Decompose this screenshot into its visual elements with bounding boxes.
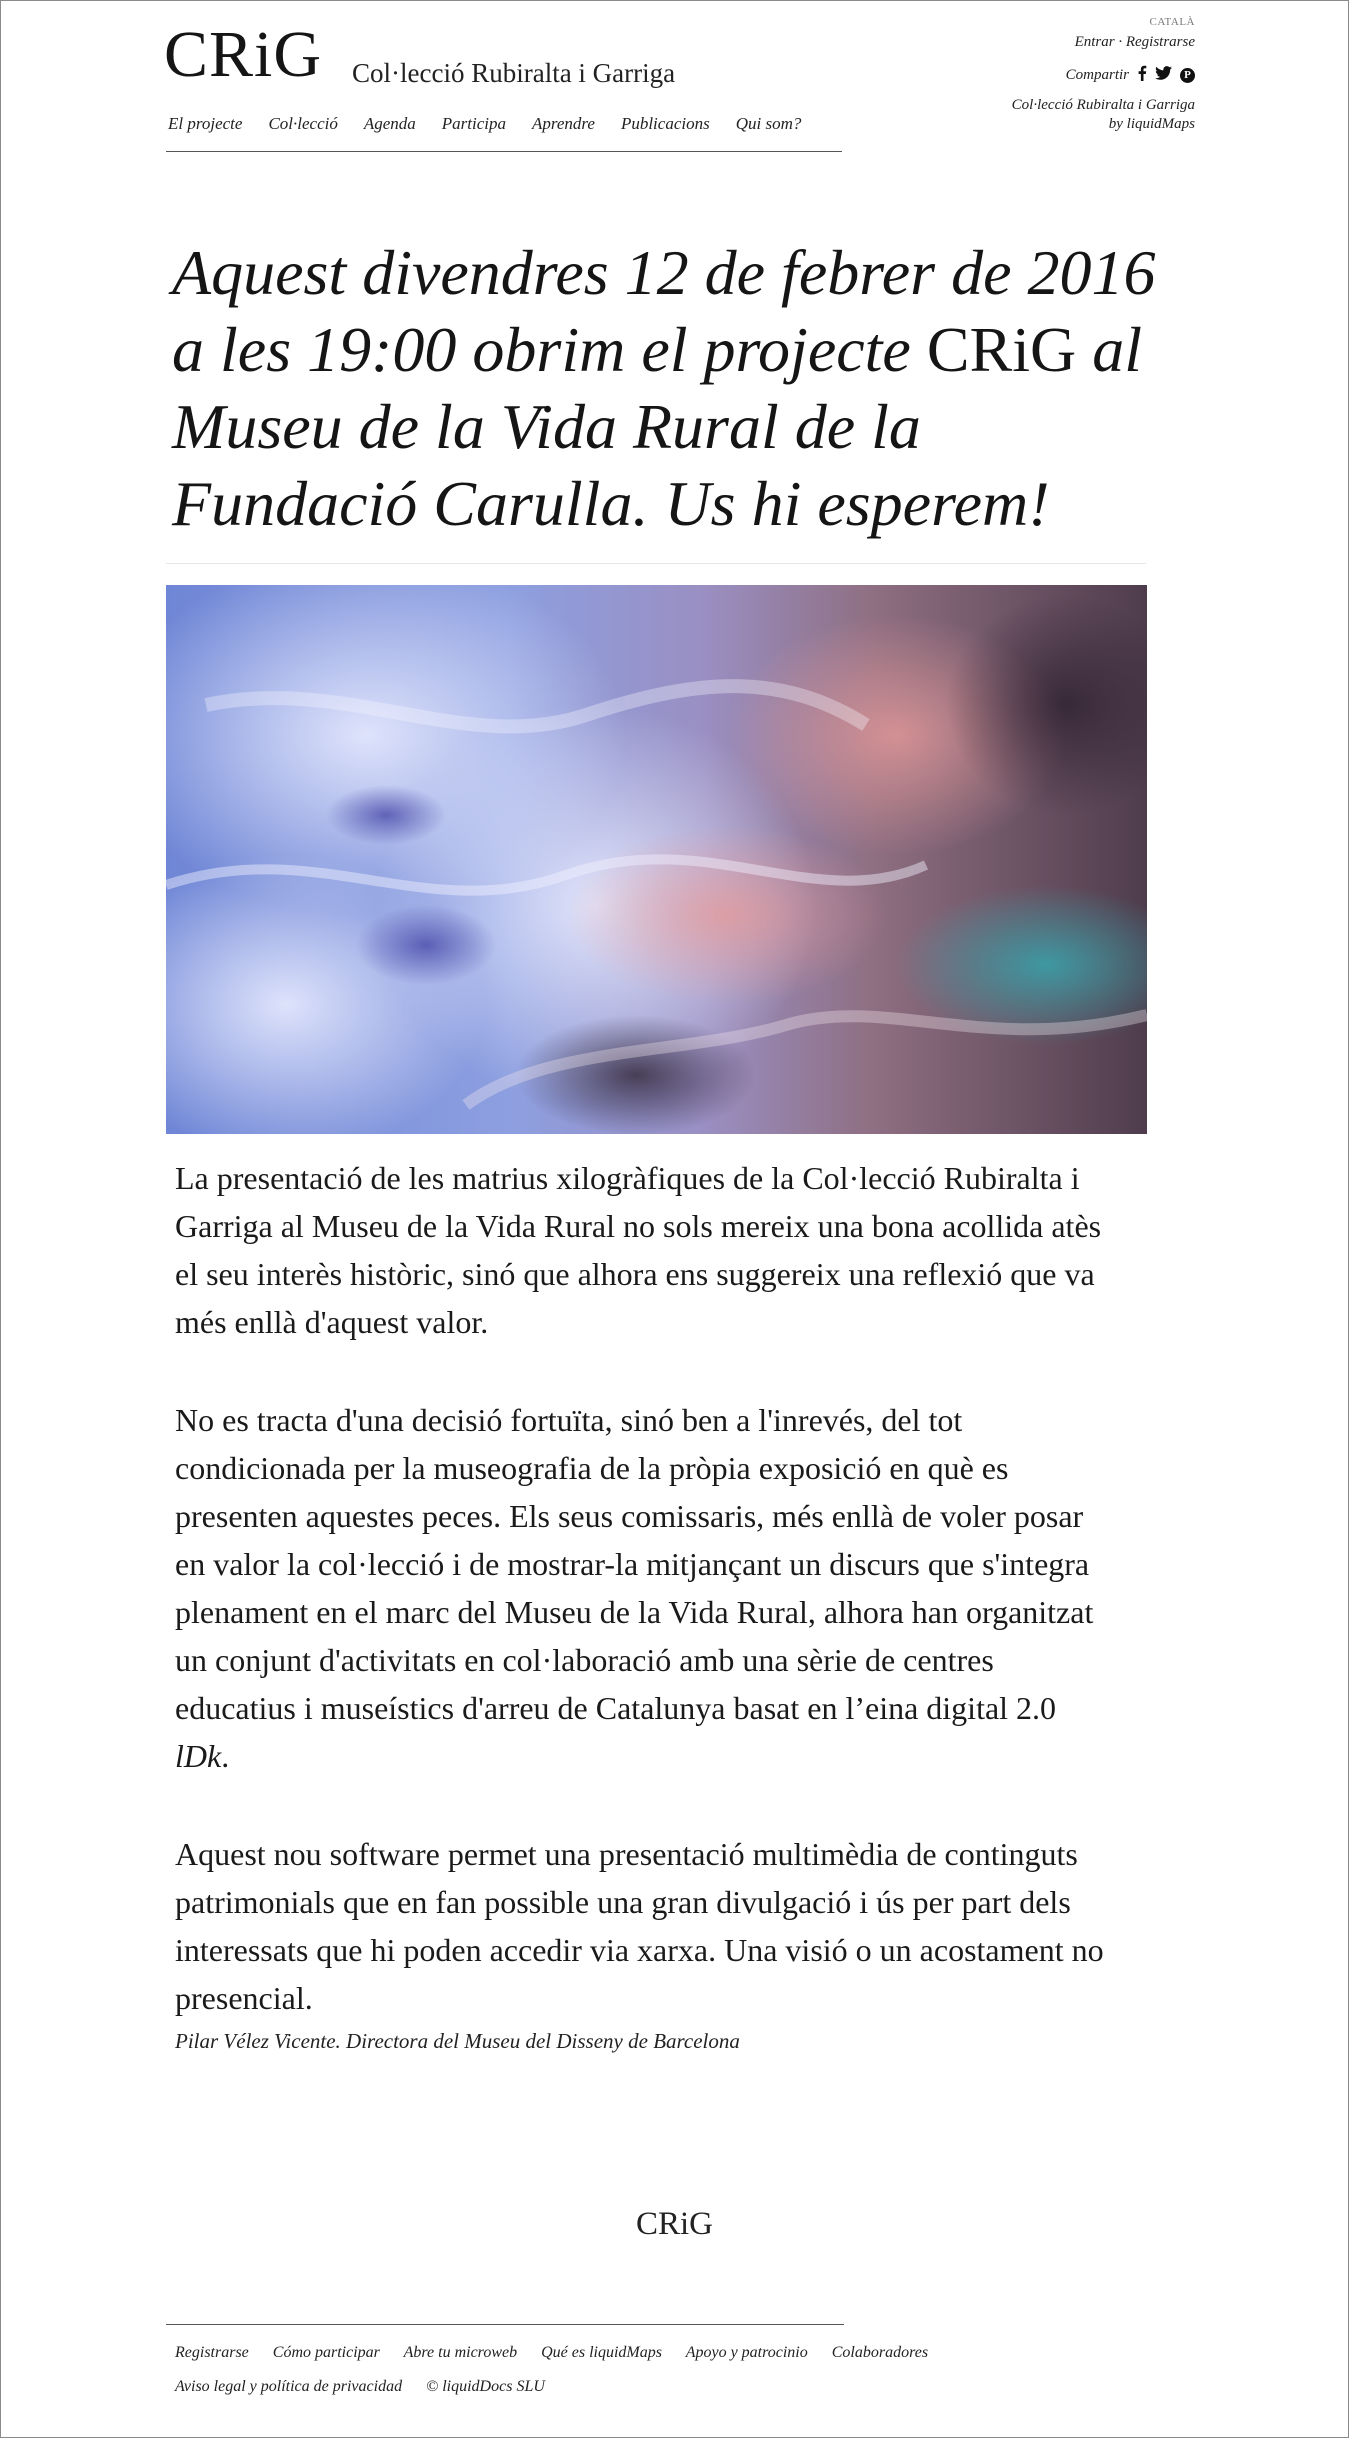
- login-separator: ·: [1118, 34, 1123, 50]
- share-bar: [1012, 65, 1195, 86]
- footer-link-colaboradores[interactable]: Colaboradores: [831, 2344, 929, 2361]
- hero-image: [166, 585, 1147, 1134]
- share-label: Compartir: [1065, 67, 1129, 83]
- footer-links: [175, 2336, 975, 2404]
- brand-line-2: by liquidMaps: [1108, 116, 1195, 132]
- footer-link-microweb[interactable]: Abre tu microweb: [403, 2344, 518, 2361]
- language-selector[interactable]: CATALÀ: [1149, 16, 1195, 28]
- article-paragraph-3: Aquest nou software permet una presentació multimèdia de continguts patrimonials que en fan possible una gran divulgació i ús per part dels interessats que hi poden accedir via xarxa. Una visió o un acostament no presencial.: [175, 1836, 1104, 2016]
- article-title-part1: Aquest divendres 12 de febrer de 2016 a les 19:00 obrim el projecte: [172, 237, 1156, 385]
- account-panel: [1012, 16, 1195, 134]
- footer-link-apoyo[interactable]: Apoyo y patrocinio: [685, 2344, 808, 2361]
- article-title-part2: al Museu de la Vida Rural de la Fundació Carulla. Us hi esperem!: [172, 314, 1142, 539]
- footer-link-registrarse[interactable]: Registrarse: [175, 2344, 249, 2361]
- article-paragraph-1: La presentació de les matrius xilogràfiques de la Col·lecció Rubiralta i Garriga al Museu de la Vida Rural no sols mereix una bona acollida atès el seu interès històric, sinó que alhora ens suggereix una reflexió que va més enllà d'aquest valor.: [175, 1160, 1102, 1340]
- brand-line-1: Col·lecció Rubiralta i Garriga: [1011, 97, 1195, 113]
- ldk-term: lDk: [175, 1738, 222, 1774]
- footer-logo[interactable]: CRiG: [635, 2206, 714, 2242]
- nav-item-aprendre[interactable]: Aprendre: [532, 114, 595, 133]
- article-body: [175, 1154, 1115, 2072]
- login-links: [1012, 34, 1195, 51]
- article-paragraph-2-text: No es tracta d'una decisió fortuïta, sinó ben a l'inrevés, del tot condicionada per la museografia de la pròpia exposició en què es presenten aquestes peces. Els seus comissaris, més enllà de voler posar en valor la col·lecció i de mostrar-la mitjançant un discurs que s'integra plenament en el marc del Museu de la Vida Rural, alhora han organitzat un conjunt d'activitats en col·laboració amb una sèrie de centres educatius i museístics d'arreu de Catalunya basat en l’eina digital 2.0: [175, 1402, 1094, 1726]
- login-link[interactable]: Entrar: [1074, 34, 1115, 50]
- nav-item-projecte[interactable]: El projecte: [168, 114, 243, 133]
- article-title: [172, 234, 1162, 542]
- nav-divider: [166, 151, 842, 152]
- site-subtitle: Col·lecció Rubiralta i Garriga: [352, 58, 676, 88]
- footer-link-aviso-legal[interactable]: Aviso legal y política de privacidad: [175, 2378, 403, 2395]
- brand-credit: [1012, 96, 1195, 134]
- nav-item-participa[interactable]: Participa: [441, 114, 506, 133]
- nav-item-qui-som[interactable]: Qui som?: [735, 114, 802, 133]
- nav-item-agenda[interactable]: Agenda: [363, 114, 416, 133]
- pinterest-icon[interactable]: P: [1180, 68, 1195, 83]
- footer-link-como-participar[interactable]: Cómo participar: [272, 2344, 380, 2361]
- footer-divider: [166, 2324, 844, 2325]
- nav-item-publicacions[interactable]: Publicacions: [620, 114, 710, 133]
- twitter-icon[interactable]: [1155, 66, 1172, 85]
- footer-link-liquidmaps[interactable]: Qué es liquidMaps: [541, 2344, 662, 2361]
- article-paragraph-2: [175, 1396, 1115, 1780]
- register-link[interactable]: Registrarse: [1125, 34, 1195, 50]
- footer-copyright: © liquidDocs SLU: [426, 2378, 545, 2395]
- article-signature: Pilar Vélez Vicente. Directora del Museu del Disseny de Barcelona: [175, 2029, 740, 2053]
- main-nav: [168, 114, 827, 134]
- title-divider: [166, 563, 1146, 564]
- site-logo[interactable]: CRiG: [164, 18, 323, 91]
- nav-item-colleccio[interactable]: Col·lecció: [268, 114, 338, 133]
- article-title-brand: CRiG: [926, 314, 1077, 385]
- facebook-icon[interactable]: [1137, 65, 1147, 86]
- article-paragraph-2-end: .: [221, 1738, 230, 1774]
